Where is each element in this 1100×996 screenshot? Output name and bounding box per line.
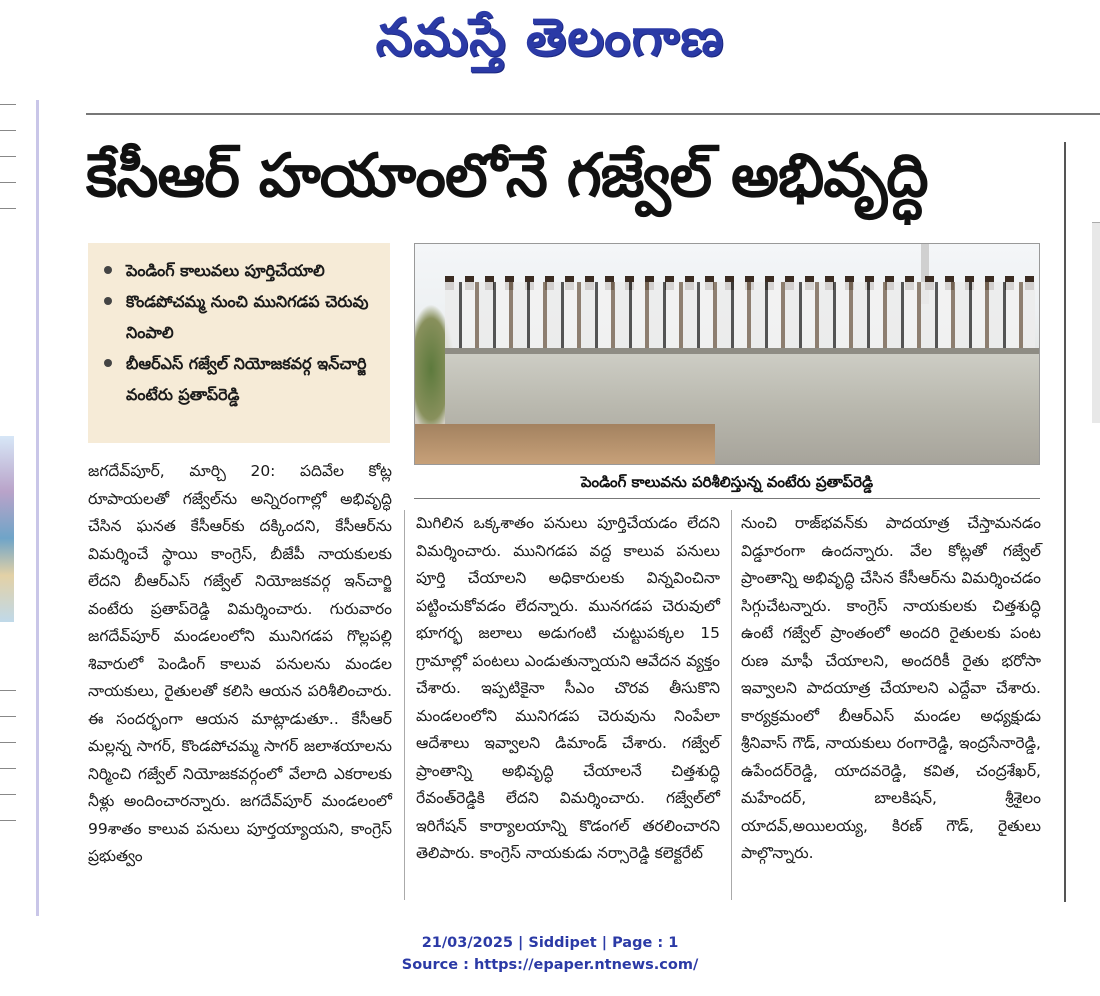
text-fragment	[0, 820, 16, 821]
text-fragment	[0, 156, 16, 157]
headline: కేసీఆర్ హయాంలోనే గజ్వేల్ అభివృద్ధి	[86, 141, 928, 211]
footer-date-line: 21/03/2025 | Siddipet | Page : 1	[421, 935, 679, 951]
cropped-image-fragment	[1092, 222, 1100, 423]
caption-rule	[414, 498, 1040, 499]
text-fragment	[0, 794, 16, 795]
highlight-item	[104, 348, 380, 410]
top-rule	[86, 113, 1100, 115]
highlight-item	[104, 286, 380, 348]
news-photo	[414, 243, 1040, 465]
highlight-text: కొండపోచమ్మ నుంచి మునిగడప చెరువు నింపాలి	[126, 292, 369, 342]
right-cropped-column	[1064, 142, 1100, 902]
highlight-item	[104, 255, 380, 286]
column-divider	[731, 510, 732, 900]
text-fragment	[0, 208, 16, 209]
bullet-icon	[104, 359, 112, 367]
text-fragment	[0, 104, 16, 105]
footer-source-line: Source : https://epaper.ntnews.com/	[401, 957, 699, 973]
left-cropped-column	[0, 100, 39, 916]
article-column-1: జగదేవ్‌పూర్, మార్చి 20: పదివేల కోట్ల రూపాయలతో గజ్వేల్‌ను అన్నిరంగాల్లో అభివృద్ధి చేసిన ఘనత కేసీఆర్‌కు దక్కిందని, కేసీఆర్‌ను విమర్శించే స్థాయి కాంగ్రెస్, బీజేపీ నాయకులకు లేదని బీఆర్ఎస్ గజ్వేల్ నియోజకవర్గ ఇన్‌చార్జి వంటేరు ప్రతాప్‌రెడ్డి విమర్శించారు. గురువారం జగదేవ్‌పూర్ మండలంలోని మునిగడప గొల్లపల్లి శివారులో పెండింగ్ కాలువ పనులను మండల నాయకులు, రైతులతో కలిసి ఆయన పరిశీలించారు. ఈ సందర్భంగా ఆయన మాట్లాడుతూ.. కేసీఆర్ మల్లన్న సాగర్, కొండపోచమ్మ సాగర్ జలాశయాలను నిర్మించి గజ్వేల్ నియోజకవర్గంలో వేలాది ఎకరాలకు నీళ్లు అందించారన్నారు. జగదేవ్‌పూర్ మండలంలో 99శాతం కాలువ పనులు పూర్తయ్యాయని, కాంగ్రెస్ ప్రభుత్వం	[88, 462, 392, 865]
highlights-box	[88, 243, 390, 443]
photo-bridge-rail	[445, 348, 1040, 354]
photo-crowd	[445, 282, 1035, 356]
newspaper-title: నమస్తే తెలంగాణ	[375, 7, 725, 68]
masthead	[0, 0, 1100, 88]
text-fragment	[0, 182, 16, 183]
text-fragment	[0, 768, 16, 769]
highlight-text: పెండింగ్ కాలువలు పూర్తిచేయాలి	[126, 261, 325, 280]
article-column-2: మిగిలిన ఒక్కశాతం పనులు పూర్తిచేయడం లేదని విమర్శించారు. మునిగడప వద్ద కాలువ పనులు పూర్తి చేయాలని అధికారులకు విన్నవించినా పట్టించుకోవడం లేదన్నారు. మునగడప చెరువులో భూగర్భ జలాలు అడుగంటి చుట్టుపక్కల 15 గ్రామాల్లో పంటలు ఎండుతున్నాయని ఆవేదన వ్యక్తం చేశారు. ఇప్పటికైనా సీఎం చొరవ తీసుకొని మండలంలోని మునిగడప చెరువును నింపేలా ఆదేశాలు ఇవ్వాలని డిమాండ్ చేశారు. గజ్వేల్ ప్రాంతాన్ని అభివృద్ధి చేయాలనే చిత్తశుద్ధి రేవంత్‌రెడ్డికి లేదని విమర్శించారు. గజ్వేల్‌లో ఇరిగేషన్ కార్యాలయాన్ని కొడంగల్ తరలించారని తెలిపారు. కాంగ్రెస్ నాయకుడు నర్సారెడ్డి కలెక్టరేట్	[416, 514, 720, 862]
text-fragment	[0, 690, 16, 691]
bullet-icon	[104, 266, 112, 274]
text-fragment	[0, 742, 16, 743]
column-divider	[404, 510, 405, 900]
highlight-text: బీఆర్ఎస్ గజ్వేల్ నియోజకవర్గ ఇన్‌చార్జి వంటేరు ప్రతాప్‌రెడ్డి	[126, 354, 367, 404]
photo-caption: పెండింగ్ కాలువను పరిశీలిస్తున్న వంటేరు ప్రతాప్‌రెడ్డి	[580, 473, 874, 491]
bullet-icon	[104, 297, 112, 305]
footer	[0, 932, 1100, 976]
article-column-3: నుంచి రాజ్‌భవన్‌కు పాదయాత్ర చేస్తామనడం విడ్డూరంగా ఉందన్నారు. వేల కోట్లతో గజ్వేల్ ప్రాంతాన్ని అభివృద్ధి చేసిన కేసీఆర్‌ను విమర్శించడం సిగ్గుచేటన్నారు. కాంగ్రెస్ నాయకులకు చిత్తశుద్ధి ఉంటే గజ్వేల్ ప్రాంతంలో అందరి రైతులకు పంట రుణ మాఫీ చేయాలని, అందరికీ రైతు భరోసా ఇవ్వాలని పాదయాత్ర చేయాలని ఎద్దేవా చేశారు. కార్యక్రమంలో బీఆర్ఎస్ మండల అధ్యక్షుడు శ్రీనివాస్ గౌడ్, నాయకులు రంగారెడ్డి, ఇంద్రసేనారెడ్డి, ఉపేందర్‌రెడ్డి, యాదవరెడ్డి, కవిత, చంద్రశేఖర్, మహేందర్, బాలకిషన్, శ్రీశైలం యాదవ్,అయిలయ్య, కిరణ్ గౌడ్, రైతులు పాల్గొన్నారు.	[741, 514, 1041, 862]
cropped-image-fragment	[0, 436, 14, 622]
text-fragment	[0, 130, 16, 131]
photo-ground	[415, 424, 715, 465]
text-fragment	[0, 716, 16, 717]
